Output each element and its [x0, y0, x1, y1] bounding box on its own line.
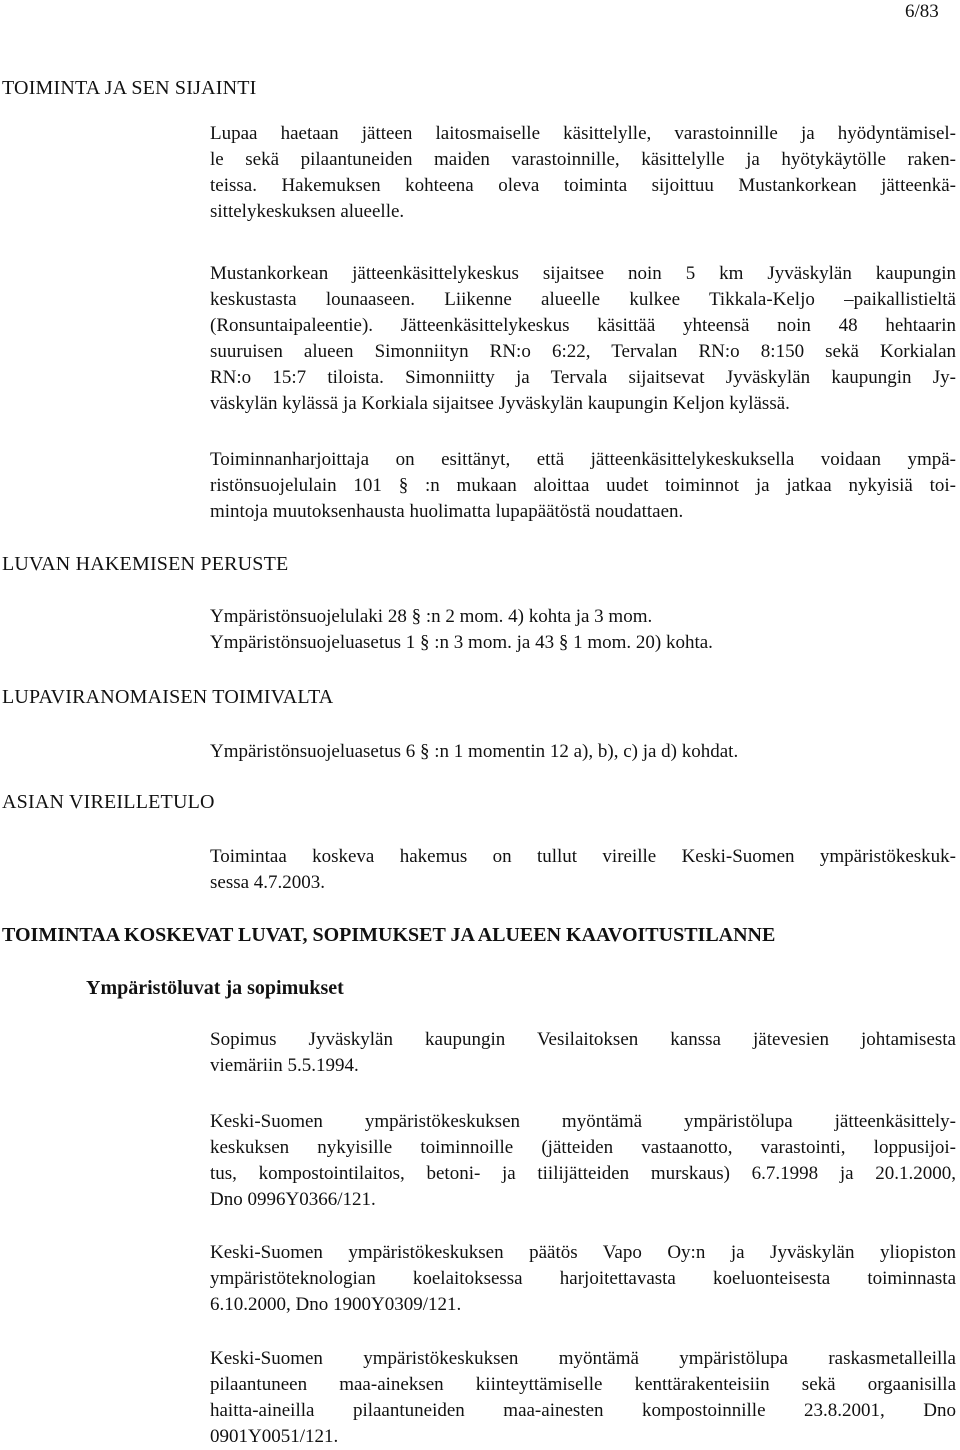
page-number: 6/83: [905, 1, 939, 22]
text-line: pilaantuneen maa-aineksen kiinteyttämiselle kenttärakenteisiin sekä orgaanisilla: [210, 1374, 956, 1395]
text-line: sessa 4.7.2003.: [210, 872, 326, 893]
text-line: tus, kompostointilaitos, betoni- ja tiilijätteiden murskaus) 6.7.1998 ja 20.1.2000,: [210, 1163, 956, 1184]
paragraph-ymparistolupa-1: [210, 1109, 956, 1213]
text-line: ympäristöteknologian koelaitoksessa harjoitettavasta koeluonteisesta toiminnasta: [210, 1268, 956, 1289]
text-line: 6.10.2000, Dno 1900Y0309/121.: [210, 1294, 462, 1315]
text-line: viemäriin 5.5.1994.: [210, 1055, 359, 1076]
text-line: Keski-Suomen ympäristökeskuksen päätös Vapo Oy:n ja Jyväskylän yliopiston: [210, 1242, 956, 1263]
text-line: sittelykeskuksen alueelle.: [210, 201, 405, 222]
text-line: 0901Y0051/121.: [210, 1426, 339, 1447]
text-line: väskylän kylässä ja Korkiala sijaitsee Jyväskylän kaupungin Keljon kylässä.: [210, 393, 790, 414]
paragraph-toimivalta: [210, 739, 956, 765]
text-line: Keski-Suomen ympäristökeskuksen myöntämä ympäristölupa jätteenkäsittely-: [210, 1111, 956, 1132]
text-line: Lupaa haetaan jätteen laitosmaiselle käsittelylle, varastoinnille ja hyödyntämisel-: [210, 123, 956, 144]
text-line: le sekä pilaantuneiden maiden varastoinnille, käsittelylle ja hyötykäytölle raken-: [210, 149, 956, 170]
paragraph-vireilletulo: [210, 844, 956, 896]
text-line: keskustasta lounaaseen. Liikenne alueelle kulkee Tikkala-Keljo –paikallistieltä: [210, 289, 956, 310]
text-line: keskuksen nykyisille toiminnoille (jätteiden vastaanotto, varastointi, loppusijoi-: [210, 1137, 956, 1158]
paragraph-sijainti: [210, 261, 956, 417]
text-line: Ympäristönsuojeluasetus 1 § :n 3 mom. ja 43 § 1 mom. 20) kohta.: [210, 632, 713, 653]
heading-vireilletulo: ASIAN VIREILLETULO: [2, 791, 215, 813]
text-line: teissa. Hakemuksen kohteena oleva toiminta sijoittuu Mustankorkean jätteenkä-: [210, 175, 956, 196]
text-line: Ympäristönsuojeluasetus 6 § :n 1 momentin 12 a), b), c) ja d) kohdat.: [210, 741, 739, 762]
text-line: Keski-Suomen ympäristökeskuksen myöntämä ympäristölupa raskasmetalleilla: [210, 1348, 956, 1369]
paragraph-hakemus: [210, 121, 956, 225]
text-line: Dno 0996Y0366/121.: [210, 1189, 376, 1210]
heading-toiminta: TOIMINTA JA SEN SIJAINTI: [2, 77, 257, 99]
heading-peruste: LUVAN HAKEMISEN PERUSTE: [2, 553, 289, 575]
text-line: (Ronsuntaipaleentie). Jätteenkäsittelykeskus käsittää yhteensä noin 48 hehtaarin: [210, 315, 956, 336]
text-line: haitta-aineilla pilaantuneiden maa-ainesten kompostoinnille 23.8.2001, Dno: [210, 1400, 956, 1421]
text-line: Ympäristönsuojelulaki 28 § :n 2 mom. 4) kohta ja 3 mom.: [210, 606, 653, 627]
text-line: mintoja muutoksenhausta huolimatta lupapäätöstä noudattaen.: [210, 501, 684, 522]
text-line: Mustankorkean jätteenkäsittelykeskus sijaitsee noin 5 km Jyväskylän kaupungin: [210, 263, 956, 284]
paragraph-paatos: [210, 1240, 956, 1318]
text-line: Toimintaa koskeva hakemus on tullut vireille Keski-Suomen ympäristökeskuk-: [210, 846, 956, 867]
heading-ymparistoluvat: Ympäristöluvat ja sopimukset: [86, 977, 344, 999]
heading-toimivalta: LUPAVIRANOMAISEN TOIMIVALTA: [2, 686, 334, 708]
paragraph-ymparistolupa-2: [210, 1346, 956, 1450]
text-line: ristönsuojelulain 101 § :n mukaan aloittaa uudet toiminnot ja jatkaa nykyisiä toi-: [210, 475, 956, 496]
text-line: Toiminnanharjoittaja on esittänyt, että jätteenkäsittelykeskuksella voidaan ympä-: [210, 449, 956, 470]
paragraph-peruste: [210, 604, 956, 656]
paragraph-sopimus: [210, 1027, 956, 1079]
heading-luvat: TOIMINTAA KOSKEVAT LUVAT, SOPIMUKSET JA ALUEEN KAAVOITUSTILANNE: [2, 924, 776, 946]
text-line: suuruisen alueen Simonniityn RN:o 6:22, Tervalan RN:o 8:150 sekä Korkialan: [210, 341, 956, 362]
paragraph-aloittaminen: [210, 447, 956, 525]
text-line: Sopimus Jyväskylän kaupungin Vesilaitoksen kanssa jätevesien johtamisesta: [210, 1029, 956, 1050]
text-line: RN:o 15:7 tiloista. Simonniitty ja Tervala sijaitsevat Jyväskylän kaupungin Jy-: [210, 367, 956, 388]
